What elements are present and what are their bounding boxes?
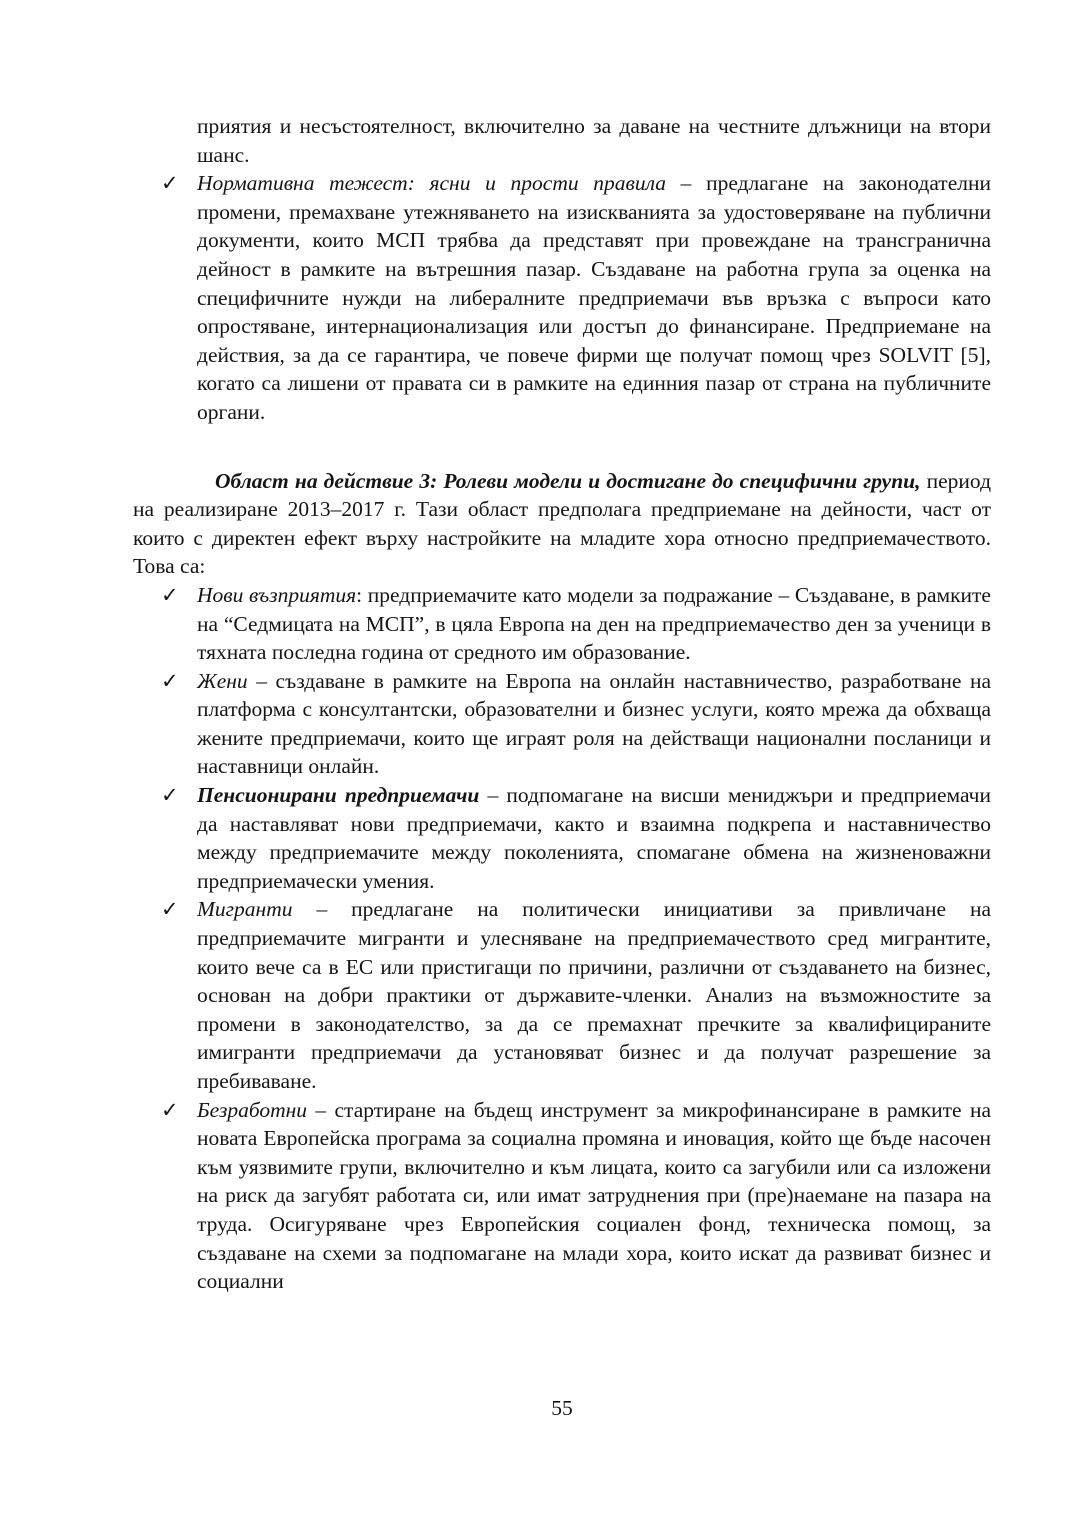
text-block xyxy=(133,112,991,1296)
bullet-text: – предлагане на законодателни промени, премахване утежняването на изискванията за удостоверяване на публични документи, които МСП трябва да представят при провеждане на трансгранична дейност в рамките на вътрешния пазар. Създаване на работна група за оценка на специфичните нужди на либералните предприемачи във връзка с въпроси като опростяване, интернационализация или достъп до финансиране. Предприемане на действия, за да се гарантира, че повече фирми ще получат помощ чрез SOLVIT [5], когато са лишени от правата си в рамките на единния пазар от страна на публичните органи. xyxy=(197,171,991,424)
bullet-lead: Жени xyxy=(197,668,248,693)
bullet-item-new-perceptions xyxy=(133,581,991,667)
checkmark-icon: ✓ xyxy=(161,783,179,808)
bullet-text: – подпомагане на висши мениджъри и предприемачи да наставляват нови предприемачи, както и взаимна подкрепа и наставничество между предприемачите между поколенията, спомагане обмена на жизненоважни предприемачески умения. xyxy=(197,783,991,893)
bullet-text: : предприемачите като модели за подражание – Създаване, в рамките на “Седмицата на МСП”, в цяла Европа на ден на предприемачество ден за ученици в тяхната последна година от средното им образование. xyxy=(197,582,991,665)
paragraph-continuation xyxy=(197,112,991,169)
bullet-text: – създаване в рамките на Европа на онлайн наставничество, разработване на платформа с консултантски, образователни и бизнес услуги, която мрежа да обхваща жените предприемачи, които ще играят роля на действащи национални посланици и наставници онлайн. xyxy=(197,668,991,779)
bullet-lead: Безработни xyxy=(197,1097,308,1122)
checkmark-icon: ✓ xyxy=(161,897,179,922)
bullet-text: – предлагане на политически инициативи за привличане на предприемачите мигранти и улесняване на предприемачеството сред мигрантите, които вече са в ЕС или пристигащи по причини, различни от създаването на бизнес, основан на добри практики от държавите-членки. Анализ на възможностите за промени в законодателство, за да се премахнат пречките за квалифицираните имигранти предприемачи да установяват бизнес и да получат разрешение за пребиваване. xyxy=(197,897,991,1093)
bullet-lead: Пенсионирани предприемачи xyxy=(197,783,480,808)
section-heading-text: период на реализиране 2013–2017 г. Тази област предполага предприемане на дейности, част от които с директен ефект върху настройките на младите хора относно предприемачеството. Това са: xyxy=(133,468,992,579)
bullet-text: – стартиране на бъдещ инструмент за микрофинансиране в рамките на новата Европейска програма за социална промяна и иновация, който ще бъде насочен към уязвимите групи, включително и към лицата, които са загубили или са изложени на риск да загубят работата си, или имат затруднения при (пре)наемане на пазара на труда. Осигуряване чрез Европейския социален фонд, техническа помощ, за създаване на схеми за подпомагане на млади хора, които искат да развиват бизнес и социални xyxy=(197,1097,991,1294)
paragraph-continuation-text: приятия и несъстоятелност, включително за даване на честните длъжници на втори шанс. xyxy=(197,114,991,167)
checkmark-icon: ✓ xyxy=(161,582,179,607)
bullet-lead: Мигранти xyxy=(197,897,293,922)
section-heading-lead: Област на действие 3: Ролеви модели и достигане до специфични групи, xyxy=(215,468,921,493)
checkmark-icon: ✓ xyxy=(161,668,179,693)
checkmark-icon: ✓ xyxy=(161,1097,179,1122)
bullet-item-retired-entrepreneurs xyxy=(133,781,991,895)
checkmark-icon: ✓ xyxy=(161,171,179,196)
bullet-item-normative-burden xyxy=(133,169,991,426)
bullet-item-women xyxy=(133,667,991,781)
bullet-item-migrants xyxy=(133,895,991,1095)
bullet-item-unemployed xyxy=(133,1096,991,1296)
bullet-lead: Нови възприятия xyxy=(197,582,357,607)
bullet-lead: Нормативна тежест: ясни и прости правила xyxy=(197,171,667,196)
page-number: 55 xyxy=(551,1396,573,1420)
section-heading-paragraph xyxy=(133,467,991,581)
